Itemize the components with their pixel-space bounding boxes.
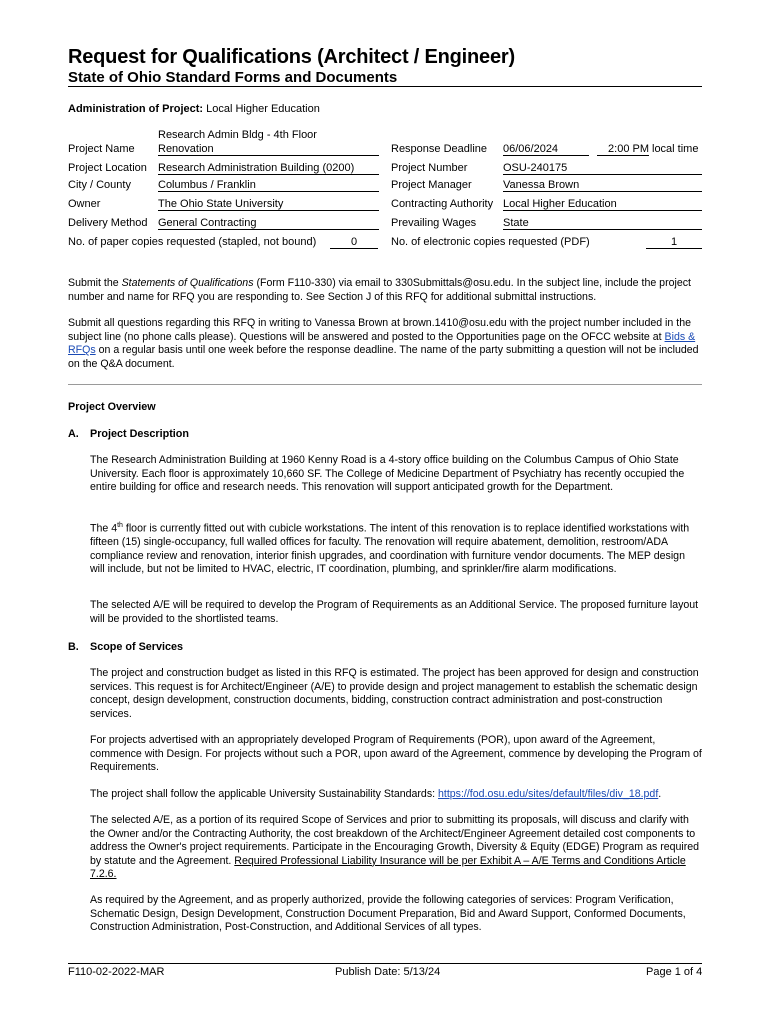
scope-paragraph-4: The selected A/E, as a portion of its required Scope of Services and prior to submitting its proposals, will discuss and clarify with the Owner and/or the Contracting Authority, the cost breakdown of the Architect/Engineer Agreement detailed cost components to address the Owner's project requirements. Participate in the Encouraging Growth, Diversity & Equity (EDGE) Program as required by statute and the Agreement. Required Professional Liability Insurance will be per Exhibit A – A/E Terms and Conditions Article 7.2.6. bbox=[90, 814, 700, 880]
delivery-method-label: Delivery Method bbox=[68, 217, 148, 229]
city-county-value: Columbus / Franklin bbox=[158, 179, 379, 192]
response-deadline-suffix: local time bbox=[652, 143, 699, 155]
response-deadline-date: 06/06/2024 bbox=[503, 143, 589, 156]
document-title: Request for Qualifications (Architect / Engineer) bbox=[68, 46, 515, 68]
scope-paragraph-2: For projects advertised with an appropriately developed Program of Requirements (POR), upon award of the Agreement, commence with Design. For projects without such a POR, upon award of the Agreement, commence by developing the Program of Requirements. bbox=[90, 734, 702, 773]
project-description-paragraph-3: The selected A/E will be required to develop the Program of Requirements as an Additional Service. The proposed furniture layout will be provided to the shortlisted teams. bbox=[90, 599, 699, 625]
scope-paragraph-5: As required by the Agreement, and as properly authorized, provide the following categories of services: Program Verification, Schematic Design, Design Development, Construction Document Preparation, Bid and Award Support, Conformed Documents, Construction Administration, Post-Construction, and Additional Services of all types. bbox=[90, 894, 686, 933]
section-divider bbox=[68, 384, 702, 385]
contracting-authority-label: Contracting Authority bbox=[391, 198, 494, 210]
submittal-paragraph: Submit the Statements of Qualifications (Form F110-330) via email to 330Submittals@osu.edu. In the subject line, include the project number and name for RFQ you are responding to. See Section J of this RFQ for additional submittal instructions. bbox=[68, 277, 691, 303]
footer-publish-date: Publish Date: 5/13/24 bbox=[335, 966, 441, 978]
owner-value: The Ohio State University bbox=[158, 198, 379, 211]
project-number-value: OSU-240175 bbox=[503, 162, 702, 175]
project-name-label: Project Name bbox=[68, 143, 135, 155]
project-location-label: Project Location bbox=[68, 162, 147, 174]
project-description-paragraph-1: The Research Administration Building at 1960 Kenny Road is a 4-story office building on the Columbus Campus of Ohio State University. Each floor is approximately 10,660 SF. The College of Medicine Department of Psychiatry has recently occupied the entire building for office and research needs. This renovation will support anticipated growth for the Department. bbox=[90, 454, 685, 493]
footer-page-number: Page 1 of 4 bbox=[646, 966, 703, 978]
document-subtitle: State of Ohio Standard Forms and Documents bbox=[68, 69, 398, 86]
city-county-label: City / County bbox=[68, 179, 131, 191]
section-b-letter: B. bbox=[68, 641, 79, 653]
project-number-label: Project Number bbox=[391, 162, 468, 174]
project-overview-heading: Project Overview bbox=[68, 401, 156, 413]
section-a-letter: A. bbox=[68, 428, 79, 440]
scope-paragraph-3: The project shall follow the applicable University Sustainability Standards: https://fod.osu.edu/sites/default/files/div_18.pdf. bbox=[90, 788, 662, 800]
administration-label: Administration of Project: bbox=[68, 103, 204, 115]
project-manager-label: Project Manager bbox=[391, 179, 472, 191]
electronic-copies-value: 1 bbox=[646, 236, 702, 249]
section-b-title: Scope of Services bbox=[90, 641, 184, 653]
contracting-authority-value: Local Higher Education bbox=[503, 198, 702, 211]
response-deadline-label: Response Deadline bbox=[391, 143, 488, 155]
footer-form-id: F110-02-2022-MAR bbox=[68, 966, 165, 978]
project-manager-value: Vanessa Brown bbox=[503, 179, 702, 192]
scope-paragraph-1: The project and construction budget as listed in this RFQ is estimated. The project has been approved for design and construction services. This request is for Architect/Engineer (A/E) to provide design and project management to establish the schematic design concept, design development, construction documents, bidding, construction contract administration and post-construction services. bbox=[90, 667, 699, 720]
owner-label: Owner bbox=[68, 198, 101, 210]
response-deadline-time: 2:00 PM bbox=[597, 143, 649, 156]
header-rule bbox=[68, 86, 702, 87]
section-a-title: Project Description bbox=[90, 428, 189, 440]
questions-paragraph: Submit all questions regarding this RFQ in writing to Vanessa Brown at brown.1410@osu.edu with the project number included in the subject line (no phone calls please). Questions will be answered and posted to the Opportunities page on the OFCC website at Bids & RFQs on a regular basis until one week before the response deadline. The name of the party submitting a question will not be included on the Q&A document. bbox=[68, 317, 699, 370]
project-description-paragraph-2: The 4th floor is currently fitted out with cubicle workstations. The intent of this renovation is to replace identified workstations with fifteen (15) single-occupancy, full walled offices for faculty. The renovation will require abatement, demolition, restroom/ADA compliance review and renovation, interior finish upgrades, and coordination with furniture vendor documents. The MEP design will include, but not be limited to HVAC, electric, IT coordination, plumbing, and sprinkler/fire alarm modifications. bbox=[90, 522, 690, 576]
administration-value: Local Higher Education bbox=[206, 103, 320, 115]
administration-line bbox=[68, 103, 320, 115]
project-name-value-line1: Research Admin Bldg - 4th Floor bbox=[158, 129, 317, 141]
electronic-copies-label: No. of electronic copies requested (PDF) bbox=[391, 236, 590, 248]
project-location-value: Research Administration Building (0200) bbox=[158, 162, 379, 175]
paper-copies-value: 0 bbox=[330, 236, 378, 249]
paper-copies-label: No. of paper copies requested (stapled, not bound) bbox=[68, 236, 317, 248]
sustainability-standards-link[interactable]: https://fod.osu.edu/sites/default/files/div_18.pdf bbox=[438, 788, 659, 800]
delivery-method-value: General Contracting bbox=[158, 217, 379, 230]
prevailing-wages-label: Prevailing Wages bbox=[391, 217, 477, 229]
bids-rfqs-link[interactable]: Bids & RFQs bbox=[68, 330, 696, 356]
liability-insurance-note: Required Professional Liability Insurance will be per Exhibit A – A/E Terms and Conditions Article 7.2.6. bbox=[90, 854, 686, 880]
prevailing-wages-value: State bbox=[503, 217, 702, 230]
footer-rule bbox=[68, 963, 702, 964]
project-name-value-line2: Renovation bbox=[158, 143, 379, 156]
